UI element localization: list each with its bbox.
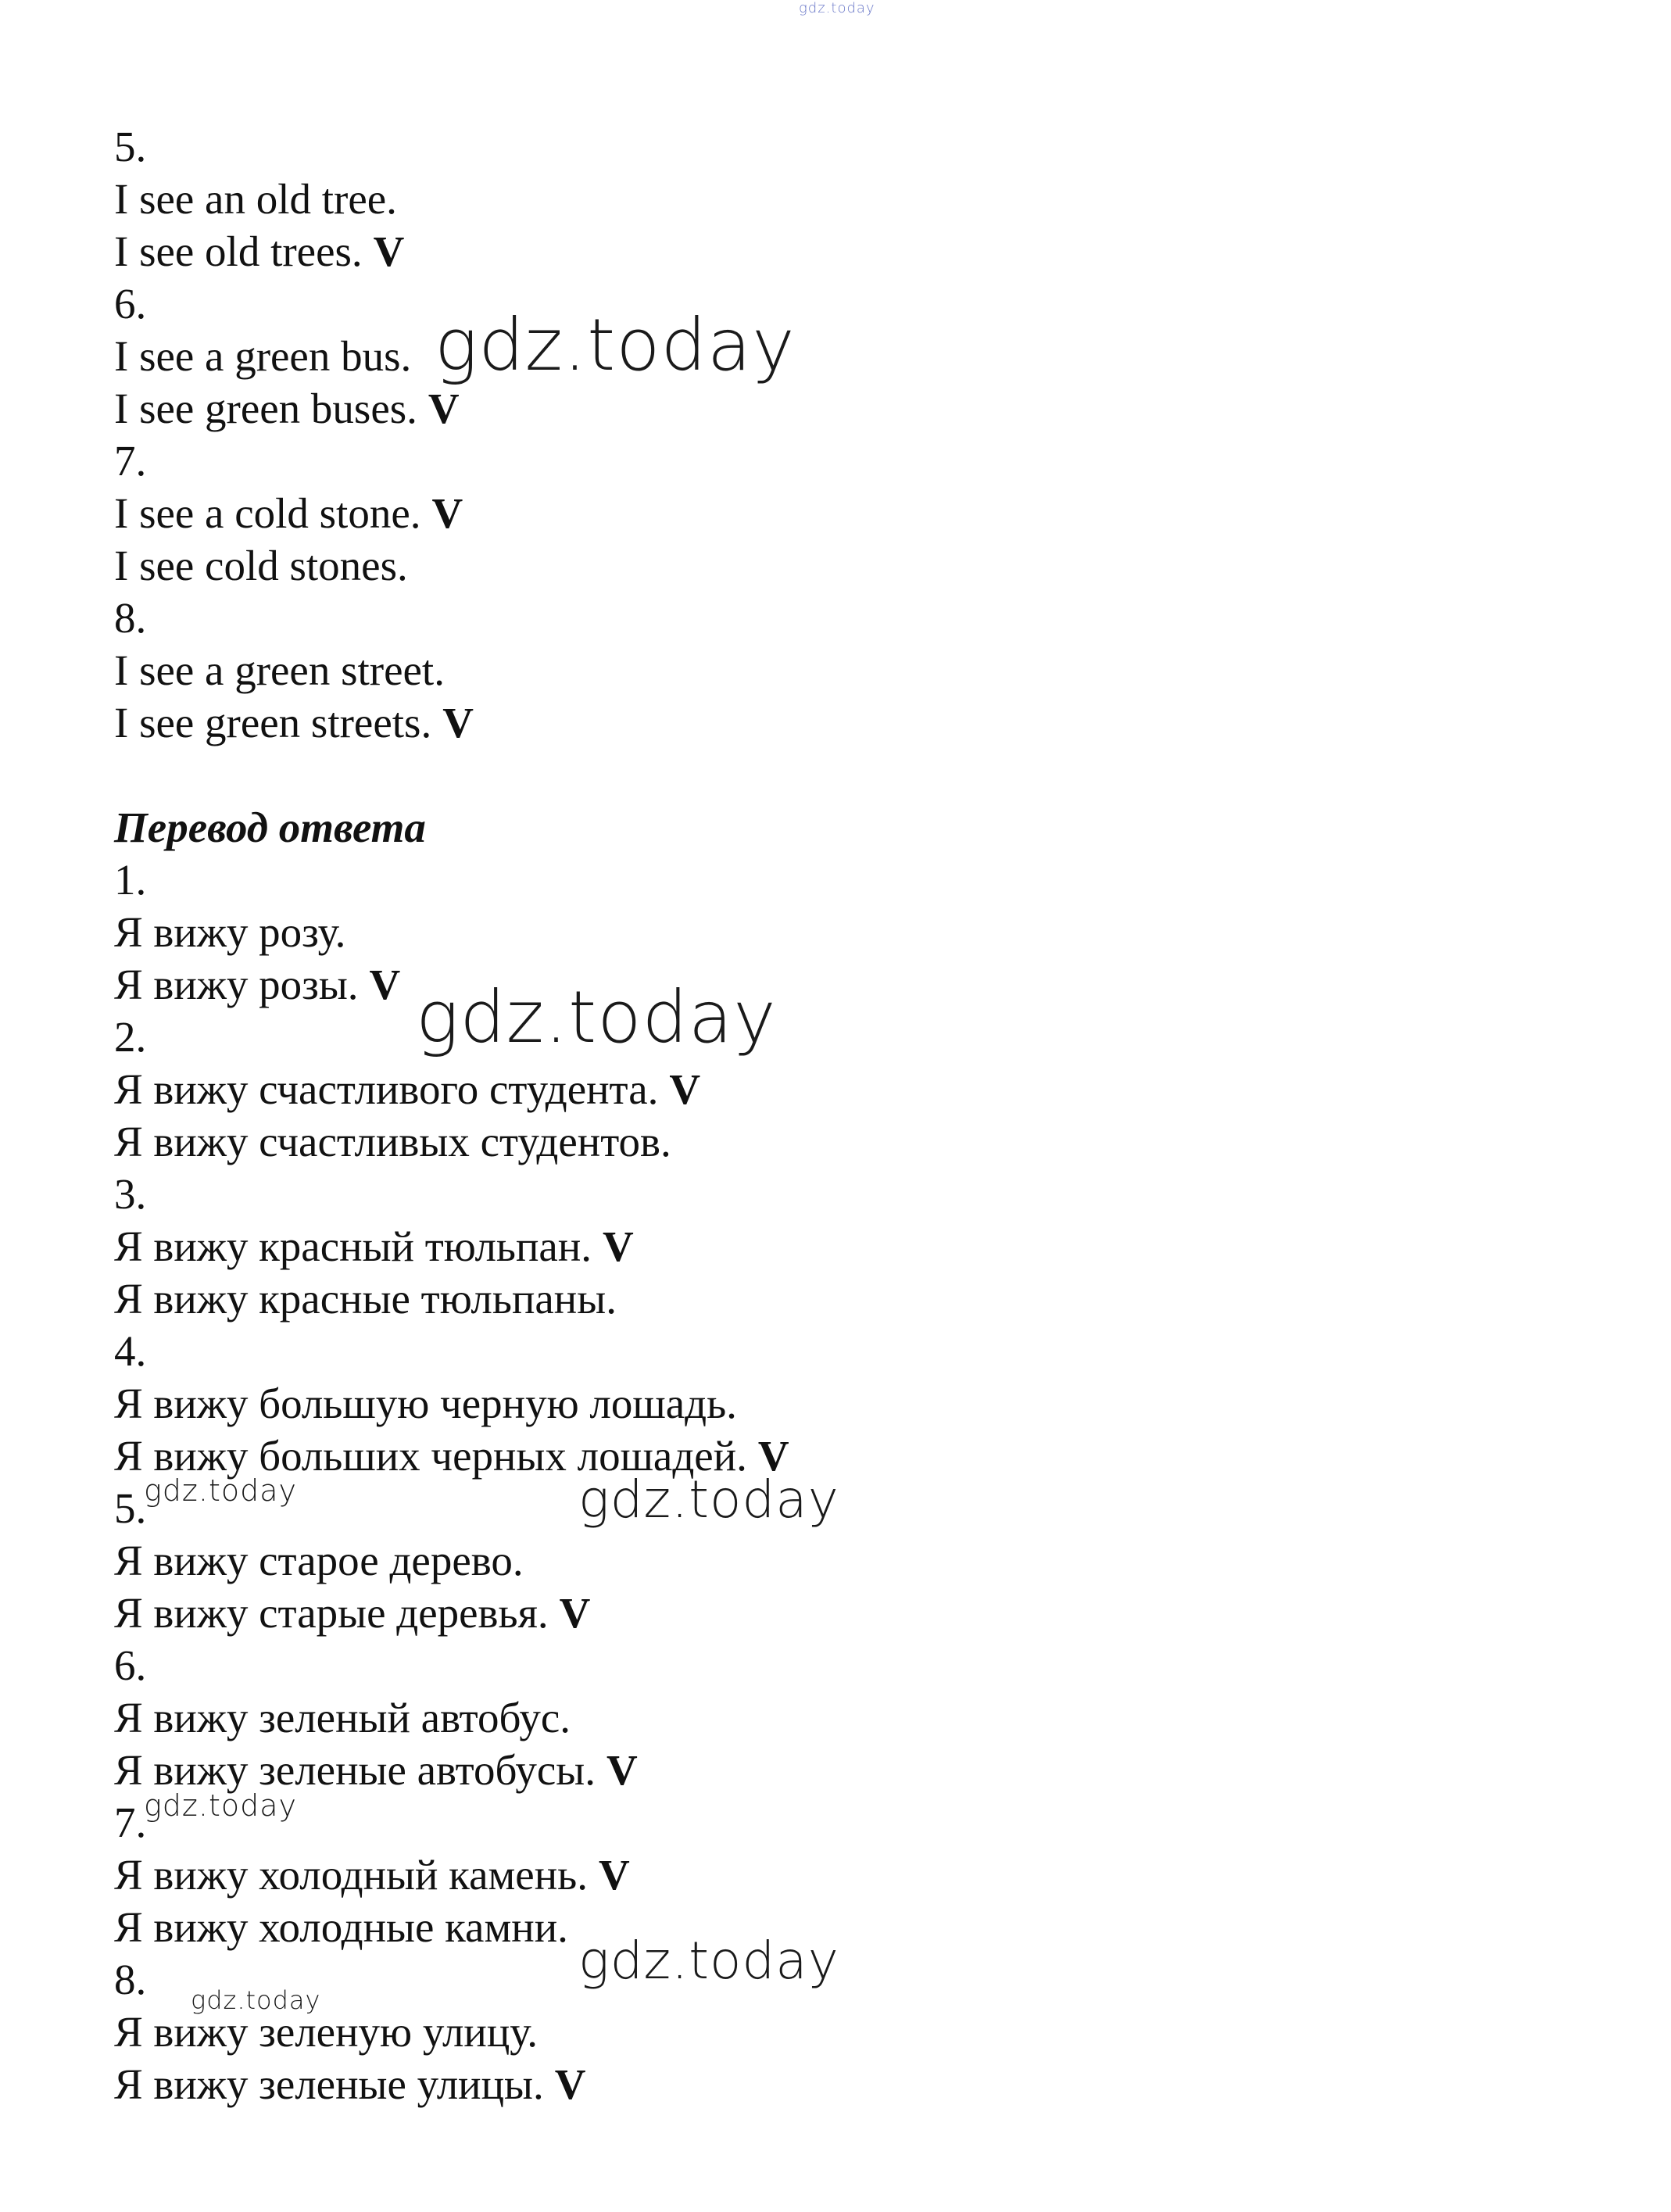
- watermark: gdz.today: [435, 303, 796, 387]
- item-number: 6.: [114, 1641, 147, 1689]
- item-number: 8.: [114, 594, 147, 642]
- option-line: [114, 1063, 1286, 1115]
- check-mark: V: [554, 2060, 586, 2108]
- check-mark: V: [669, 1065, 701, 1113]
- option-line: [114, 1534, 1286, 1587]
- exercise-item: [114, 435, 1286, 592]
- option-text: Я вижу красные тюльпаны.: [114, 1275, 617, 1323]
- check-mark: V: [606, 1746, 638, 1794]
- option-line: [114, 225, 1286, 277]
- item-number: 3.: [114, 1170, 147, 1218]
- item-number: 7.: [114, 1799, 147, 1846]
- option-text: I see a cold stone.: [114, 489, 421, 537]
- item-number: 4.: [114, 1327, 147, 1375]
- check-mark: V: [757, 1432, 789, 1480]
- option-text: Я вижу больших черных лошадей.: [114, 1432, 747, 1480]
- option-text: I see a green bus.: [114, 332, 412, 380]
- option-text: Я вижу старое дерево.: [114, 1537, 524, 1584]
- option-text: Я вижу счастливого студента.: [114, 1065, 659, 1113]
- option-text: Я вижу зеленую улицу.: [114, 2008, 538, 2056]
- check-mark: V: [598, 1851, 630, 1899]
- option-line: [114, 1691, 1286, 1744]
- option-line: [114, 1115, 1286, 1168]
- item-number: 2.: [114, 1013, 147, 1061]
- option-text: Я вижу большую черную лошадь.: [114, 1380, 737, 1427]
- option-line: [114, 906, 1286, 958]
- option-line: [114, 1272, 1286, 1325]
- option-text: Я вижу зеленый автобус.: [114, 1694, 571, 1741]
- option-line: [114, 382, 1286, 435]
- watermark: gdz.today: [578, 1469, 839, 1530]
- option-line: [114, 2058, 1286, 2110]
- exercise-item: [114, 1168, 1286, 1325]
- option-line: [114, 1377, 1286, 1430]
- check-mark: V: [559, 1589, 591, 1637]
- watermark: gdz.today: [144, 1788, 297, 1823]
- english-section: [114, 120, 1286, 749]
- option-text: I see an old tree.: [114, 175, 397, 223]
- item-number: 6.: [114, 280, 147, 328]
- watermark: gdz.today: [799, 0, 875, 16]
- option-text: Я вижу зеленые автобусы.: [114, 1746, 596, 1794]
- watermark: gdz.today: [416, 975, 777, 1059]
- option-text: Я вижу старые деревья.: [114, 1589, 549, 1637]
- option-line: [114, 1587, 1286, 1639]
- item-number: 7.: [114, 437, 147, 485]
- item-number: 1.: [114, 856, 147, 904]
- option-line: [114, 696, 1286, 749]
- option-text: Я вижу зеленые улицы.: [114, 2060, 544, 2108]
- watermark: gdz.today: [578, 1931, 839, 1991]
- check-mark: V: [431, 489, 463, 537]
- option-text: Я вижу розу.: [114, 908, 346, 956]
- option-text: I see green streets.: [114, 699, 432, 746]
- check-mark: V: [373, 227, 405, 275]
- check-mark: V: [603, 1222, 634, 1270]
- section-spacer: [114, 749, 1286, 801]
- watermark: gdz.today: [144, 1473, 297, 1508]
- check-mark: V: [369, 961, 401, 1008]
- item-number: 8.: [114, 1956, 147, 2003]
- option-text: Я вижу холодные камни.: [114, 1903, 568, 1951]
- exercise-item: [114, 592, 1286, 749]
- option-text: Я вижу счастливых студентов.: [114, 1118, 671, 1165]
- exercise-item: [114, 120, 1286, 277]
- option-line: [114, 173, 1286, 225]
- option-text: I see green buses.: [114, 385, 417, 432]
- item-number: 5.: [114, 123, 147, 170]
- check-mark: V: [442, 699, 474, 746]
- option-line: [114, 1849, 1286, 1901]
- option-line: [114, 1220, 1286, 1272]
- option-line: [114, 539, 1286, 592]
- check-mark: V: [428, 385, 460, 432]
- option-text: I see cold stones.: [114, 542, 408, 589]
- option-text: I see old trees.: [114, 227, 363, 275]
- option-line: [114, 487, 1286, 539]
- option-text: Я вижу розы.: [114, 961, 359, 1008]
- exercise-item: [114, 1325, 1286, 1482]
- exercise-item: [114, 1639, 1286, 1796]
- option-text: Я вижу холодный камень.: [114, 1851, 588, 1899]
- option-text: I see a green street.: [114, 646, 445, 694]
- item-number: 5.: [114, 1484, 147, 1532]
- option-text: Я вижу красный тюльпан.: [114, 1222, 592, 1270]
- translation-heading: Перевод ответа: [114, 804, 426, 851]
- watermark: gdz.today: [191, 1985, 321, 2015]
- option-line: [114, 644, 1286, 696]
